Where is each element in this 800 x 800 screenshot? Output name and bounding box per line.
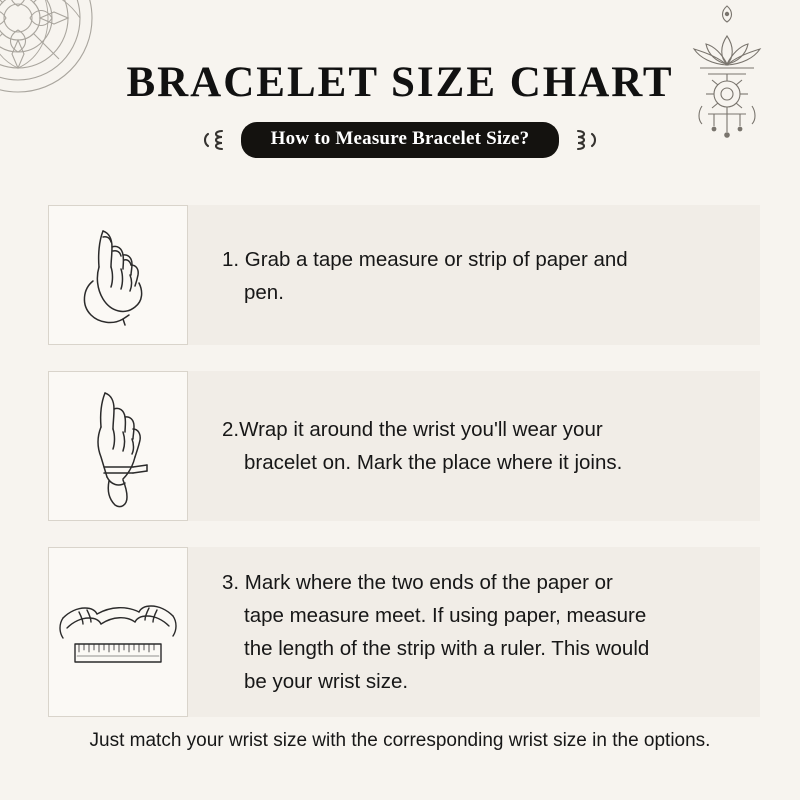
hands-measuring-strip-with-ruler-icon: [53, 572, 183, 692]
steps-list: [48, 205, 760, 743]
step-2-illustration: [48, 371, 188, 521]
step-3-line-1: 3. Mark where the two ends of the paper or: [222, 571, 613, 594]
step-1-illustration: [48, 205, 188, 345]
fist-hand-with-tape-icon: [63, 215, 173, 335]
step-2-line-2: bracelet on. Mark the place where it joins.: [244, 451, 623, 474]
step-3-illustration: [48, 547, 188, 717]
step-3-line-4: be your wrist size.: [244, 670, 409, 693]
flourish-right-icon: [572, 127, 598, 153]
subtitle-row: [0, 122, 800, 158]
list-item: [48, 371, 760, 521]
step-3-line-2: tape measure meet. If using paper, measure: [244, 604, 647, 627]
subtitle-badge: How to Measure Bracelet Size?: [241, 122, 560, 158]
step-2-text: [188, 371, 760, 521]
footer-note: Just match your wrist size with the corresponding wrist size in the options.: [89, 730, 711, 751]
list-item: [48, 205, 760, 345]
step-1-line-2: pen.: [244, 281, 284, 304]
step-2-line-1: 2.Wrap it around the wrist you'll wear your: [222, 418, 603, 441]
step-3-line-3: the length of the strip with a ruler. This would: [244, 637, 650, 660]
step-1-line-1: 1. Grab a tape measure or strip of paper and: [222, 248, 628, 271]
hand-with-tape-around-wrist-icon: [63, 381, 173, 511]
step-3-text: [188, 547, 760, 717]
list-item: [48, 547, 760, 717]
step-1-text: [188, 205, 760, 345]
page-title: BRACELET SIZE CHART: [126, 59, 674, 106]
flourish-left-icon: [202, 127, 228, 153]
